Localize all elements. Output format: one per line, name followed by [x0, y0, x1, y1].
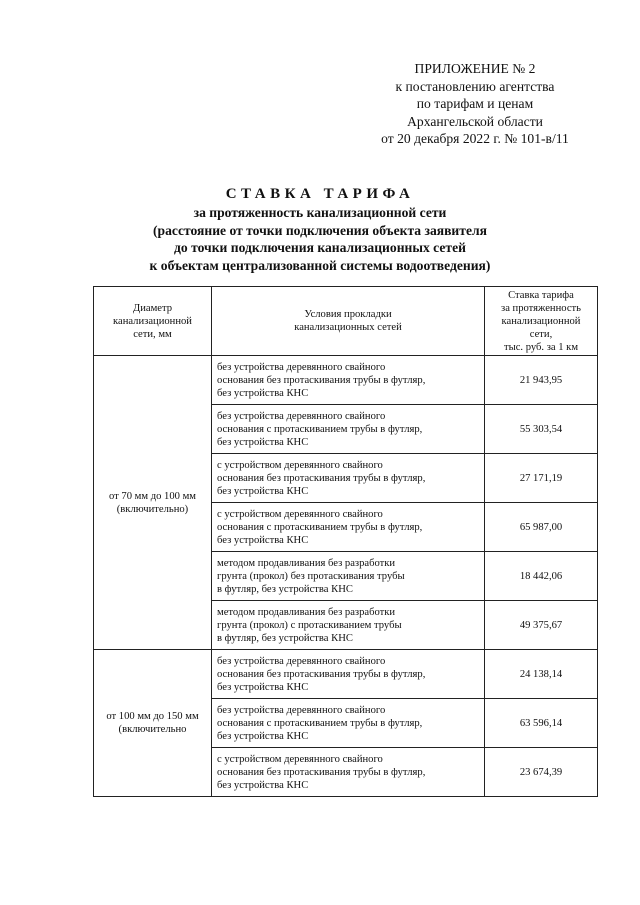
rate-cell: 49 375,67	[485, 601, 598, 650]
table-row	[94, 650, 598, 699]
header-line: Ставка тарифа	[508, 289, 574, 301]
condition-line: без устройства деревянного свайного	[217, 410, 386, 422]
condition-cell	[212, 356, 485, 405]
header-conditions	[212, 287, 485, 356]
diameter-line: от 100 мм до 150 мм	[106, 711, 199, 722]
title-subline: к объектам централизованной системы водоотведения)	[149, 257, 491, 273]
title-subline: (расстояние от точки подключения объекта заявителя	[153, 222, 487, 238]
condition-line: с устройством деревянного свайного	[217, 753, 383, 765]
diameter-line: (включительно)	[116, 503, 189, 515]
condition-line: без устройства КНС	[217, 730, 309, 742]
condition-line: основания с протаскиванием трубы в футляр,	[217, 423, 423, 435]
header-line: за протяженность	[501, 302, 581, 314]
appendix-line: от 20 декабря 2022 г. № 101-в/11	[381, 131, 569, 146]
document-title	[40, 184, 600, 274]
diameter-cell	[94, 356, 212, 650]
condition-cell	[212, 601, 485, 650]
table-row	[94, 356, 598, 405]
diameter-cell	[94, 650, 212, 797]
condition-cell	[212, 748, 485, 797]
condition-line: с устройством деревянного свайного	[217, 508, 383, 520]
condition-line: без устройства КНС	[217, 485, 309, 497]
condition-cell	[212, 405, 485, 454]
header-line: Диаметр	[132, 302, 173, 314]
condition-line: основания без протаскивания трубы в футляр,	[217, 766, 426, 778]
rate-cell: 63 596,14	[485, 699, 598, 748]
rate-cell: 18 442,06	[485, 552, 598, 601]
condition-cell	[212, 503, 485, 552]
condition-line: без устройства КНС	[217, 534, 309, 546]
appendix-block	[330, 60, 620, 148]
condition-line: без устройства КНС	[217, 436, 309, 448]
condition-line: без устройства КНС	[217, 387, 309, 399]
condition-line: без устройства деревянного свайного	[217, 361, 386, 373]
condition-line: грунта (прокол) с протаскиванием трубы	[217, 619, 402, 631]
condition-line: без устройства КНС	[217, 681, 309, 693]
condition-cell	[212, 650, 485, 699]
condition-line: основания с протаскиванием трубы в футляр,	[217, 521, 423, 533]
appendix-line: ПРИЛОЖЕНИЕ № 2	[414, 61, 536, 76]
title-subline: до точки подключения канализационных сетей	[174, 240, 466, 255]
condition-line: грунта (прокол) без протаскивания трубы	[217, 570, 405, 582]
header-diameter	[94, 287, 212, 356]
condition-line: основания с протаскиванием трубы в футляр,	[217, 717, 423, 729]
table-header-row	[94, 287, 598, 356]
condition-line: без устройства КНС	[217, 779, 309, 791]
title-main: СТАВКА ТАРИФА	[225, 186, 415, 202]
condition-line: основания без протаскивания трубы в футляр,	[217, 472, 426, 484]
appendix-line: Архангельской области	[407, 113, 543, 129]
condition-line: методом продавливания без разработки	[217, 606, 396, 618]
condition-line: без устройства деревянного свайного	[217, 655, 386, 667]
header-rate	[485, 287, 598, 356]
header-line: сети, мм	[133, 328, 172, 340]
condition-line: методом продавливания без разработки	[217, 557, 396, 569]
rate-cell: 27 171,19	[485, 454, 598, 503]
appendix-line: к постановлению агентства	[395, 78, 555, 94]
header-line: тыс. руб. за 1 км	[503, 341, 579, 353]
rate-cell: 21 943,95	[485, 356, 598, 405]
diameter-line: (включительно	[118, 724, 187, 735]
header-line: канализационных сетей	[294, 322, 402, 333]
condition-line: без устройства деревянного свайного	[217, 704, 386, 716]
diameter-line: от 70 мм до 100 мм	[108, 490, 196, 502]
rate-cell: 23 674,39	[485, 748, 598, 797]
condition-line: основания без протаскивания трубы в футляр,	[217, 374, 426, 386]
rate-cell: 65 987,00	[485, 503, 598, 552]
condition-line: основания без протаскивания трубы в футляр,	[217, 668, 426, 680]
condition-line: в футляр, без устройства КНС	[217, 632, 353, 644]
table-body	[94, 356, 598, 797]
condition-cell	[212, 699, 485, 748]
header-line: канализационной сети,	[501, 315, 581, 340]
header-line: канализационной	[113, 315, 192, 327]
rate-cell: 24 138,14	[485, 650, 598, 699]
title-subline: за протяженность канализационной сети	[193, 205, 447, 220]
condition-cell	[212, 454, 485, 503]
rate-cell: 55 303,54	[485, 405, 598, 454]
tariff-table	[93, 286, 598, 797]
condition-cell	[212, 552, 485, 601]
condition-line: в футляр, без устройства КНС	[217, 583, 353, 595]
condition-line: с устройством деревянного свайного	[217, 459, 383, 471]
header-line: Условия прокладки	[304, 309, 392, 320]
appendix-line: по тарифам и ценам	[416, 96, 534, 111]
